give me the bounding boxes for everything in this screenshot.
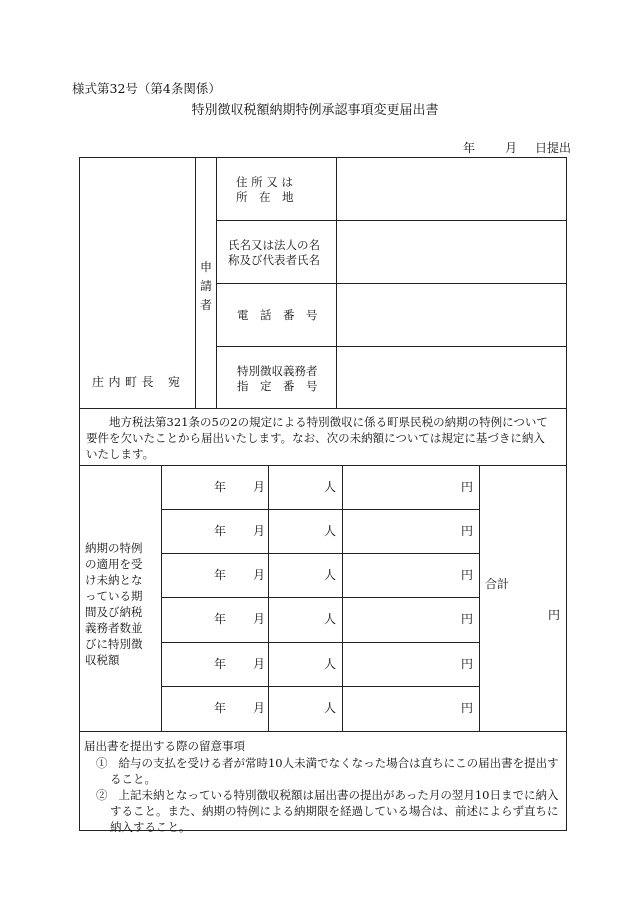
total-yen-unit: 円 <box>548 608 561 622</box>
unpaid-label-line: け未納とな <box>85 573 143 587</box>
addressee-char: 庄 <box>92 375 105 389</box>
total-label: 合計 <box>485 577 510 591</box>
unpaid-yen-unit: 円 <box>461 568 474 582</box>
address-label <box>236 175 326 205</box>
note-marker: ② <box>96 788 108 802</box>
note-item <box>84 787 564 835</box>
designation-label-line2: 指 定 番 号 <box>237 379 318 393</box>
form-number: 様式第32号（第4条関係） <box>72 81 221 96</box>
unpaid-month-unit: 月 <box>253 480 266 494</box>
note-item <box>84 755 564 787</box>
name-label-line2: 称及び代表者氏名 <box>228 253 320 267</box>
unpaid-person-unit: 人 <box>324 480 337 494</box>
unpaid-label-line: 義務者数並 <box>85 621 143 635</box>
unpaid-person-unit: 人 <box>324 701 337 715</box>
note-marker: ① <box>96 756 108 770</box>
unpaid-year-unit: 年 <box>214 657 227 671</box>
notes <box>84 738 564 835</box>
unpaid-label-line: っている期 <box>85 589 143 603</box>
statement-text: 地方税法第321条の5の2の規定による特別徴収に係る町県民税の納期の特例について要件を欠いたことから届出いたします。なお、次の未納額については規定に基づきに納入いたします。 <box>86 415 548 461</box>
addressee-char: 宛 <box>167 375 180 389</box>
unpaid-yen-unit: 円 <box>461 612 474 626</box>
applicant-label-char: 申 <box>199 260 212 274</box>
addressee-char: 内 <box>108 375 121 389</box>
applicant-label-char: 者 <box>199 298 212 312</box>
unpaid-year-unit: 年 <box>214 524 227 538</box>
date-month-unit: 月 <box>505 141 518 155</box>
unpaid-month-unit: 月 <box>253 568 266 582</box>
unpaid-month-unit: 月 <box>253 657 266 671</box>
address-label-line2: 所 在 地 <box>236 190 294 204</box>
phone-label-line1: 電 話 番 号 <box>237 308 318 322</box>
unpaid-yen-unit: 円 <box>461 524 474 538</box>
unpaid-year-unit: 年 <box>214 568 227 582</box>
unpaid-yen-unit: 円 <box>461 657 474 671</box>
unpaid-yen-unit: 円 <box>461 480 474 494</box>
note-text: 給与の支払を受ける者が常時10人未満でなくなった場合は直ちにこの届出書を提出すること。 <box>110 756 559 786</box>
date-day-unit: 日提出 <box>535 141 572 155</box>
phone-label <box>237 308 332 323</box>
unpaid-label-line: 納期の特例 <box>85 541 143 555</box>
notes-heading: 届出書を提出する際の留意事項 <box>84 739 245 753</box>
date-year-unit: 年 <box>463 141 476 155</box>
unpaid-label-line: 収税額 <box>85 653 120 667</box>
unpaid-year-unit: 年 <box>214 612 227 626</box>
designation-label-line1: 特別徴収義務者 <box>237 364 318 378</box>
name-label <box>228 238 332 268</box>
applicant-label-char: 請 <box>199 279 212 293</box>
name-label-line1: 氏名又は法人の名 <box>228 238 320 252</box>
unpaid-person-unit: 人 <box>324 524 337 538</box>
address-label-line1: 住 所 又 は <box>236 175 293 189</box>
unpaid-month-unit: 月 <box>253 612 266 626</box>
unpaid-label-line: びに特別徴 <box>85 637 143 651</box>
submission-date <box>463 141 571 156</box>
unpaid-label-line: 間及び納税 <box>85 605 143 619</box>
unpaid-label-line: の適用を受 <box>85 557 143 571</box>
unpaid-person-unit: 人 <box>324 657 337 671</box>
unpaid-year-unit: 年 <box>214 701 227 715</box>
unpaid-label <box>85 540 157 668</box>
designation-label <box>237 364 332 394</box>
unpaid-person-unit: 人 <box>324 612 337 626</box>
addressee-char: 町 <box>124 375 137 389</box>
unpaid-yen-unit: 円 <box>461 701 474 715</box>
note-text: 上記未納となっている特別徴収税額は届出書の提出があった月の翌月10日までに納入すること。また、納期の特例による納期限を経過している場合は、前述によらず直ちに納入すること。 <box>110 788 559 834</box>
form-title: 特別徴収税額納期特例承認事項変更届出書 <box>191 103 439 118</box>
unpaid-month-unit: 月 <box>253 524 266 538</box>
unpaid-person-unit: 人 <box>324 568 337 582</box>
unpaid-month-unit: 月 <box>253 701 266 715</box>
addressee-char: 長 <box>141 375 154 389</box>
unpaid-year-unit: 年 <box>214 480 227 494</box>
applicant-label <box>196 260 216 313</box>
addressee <box>92 374 180 390</box>
